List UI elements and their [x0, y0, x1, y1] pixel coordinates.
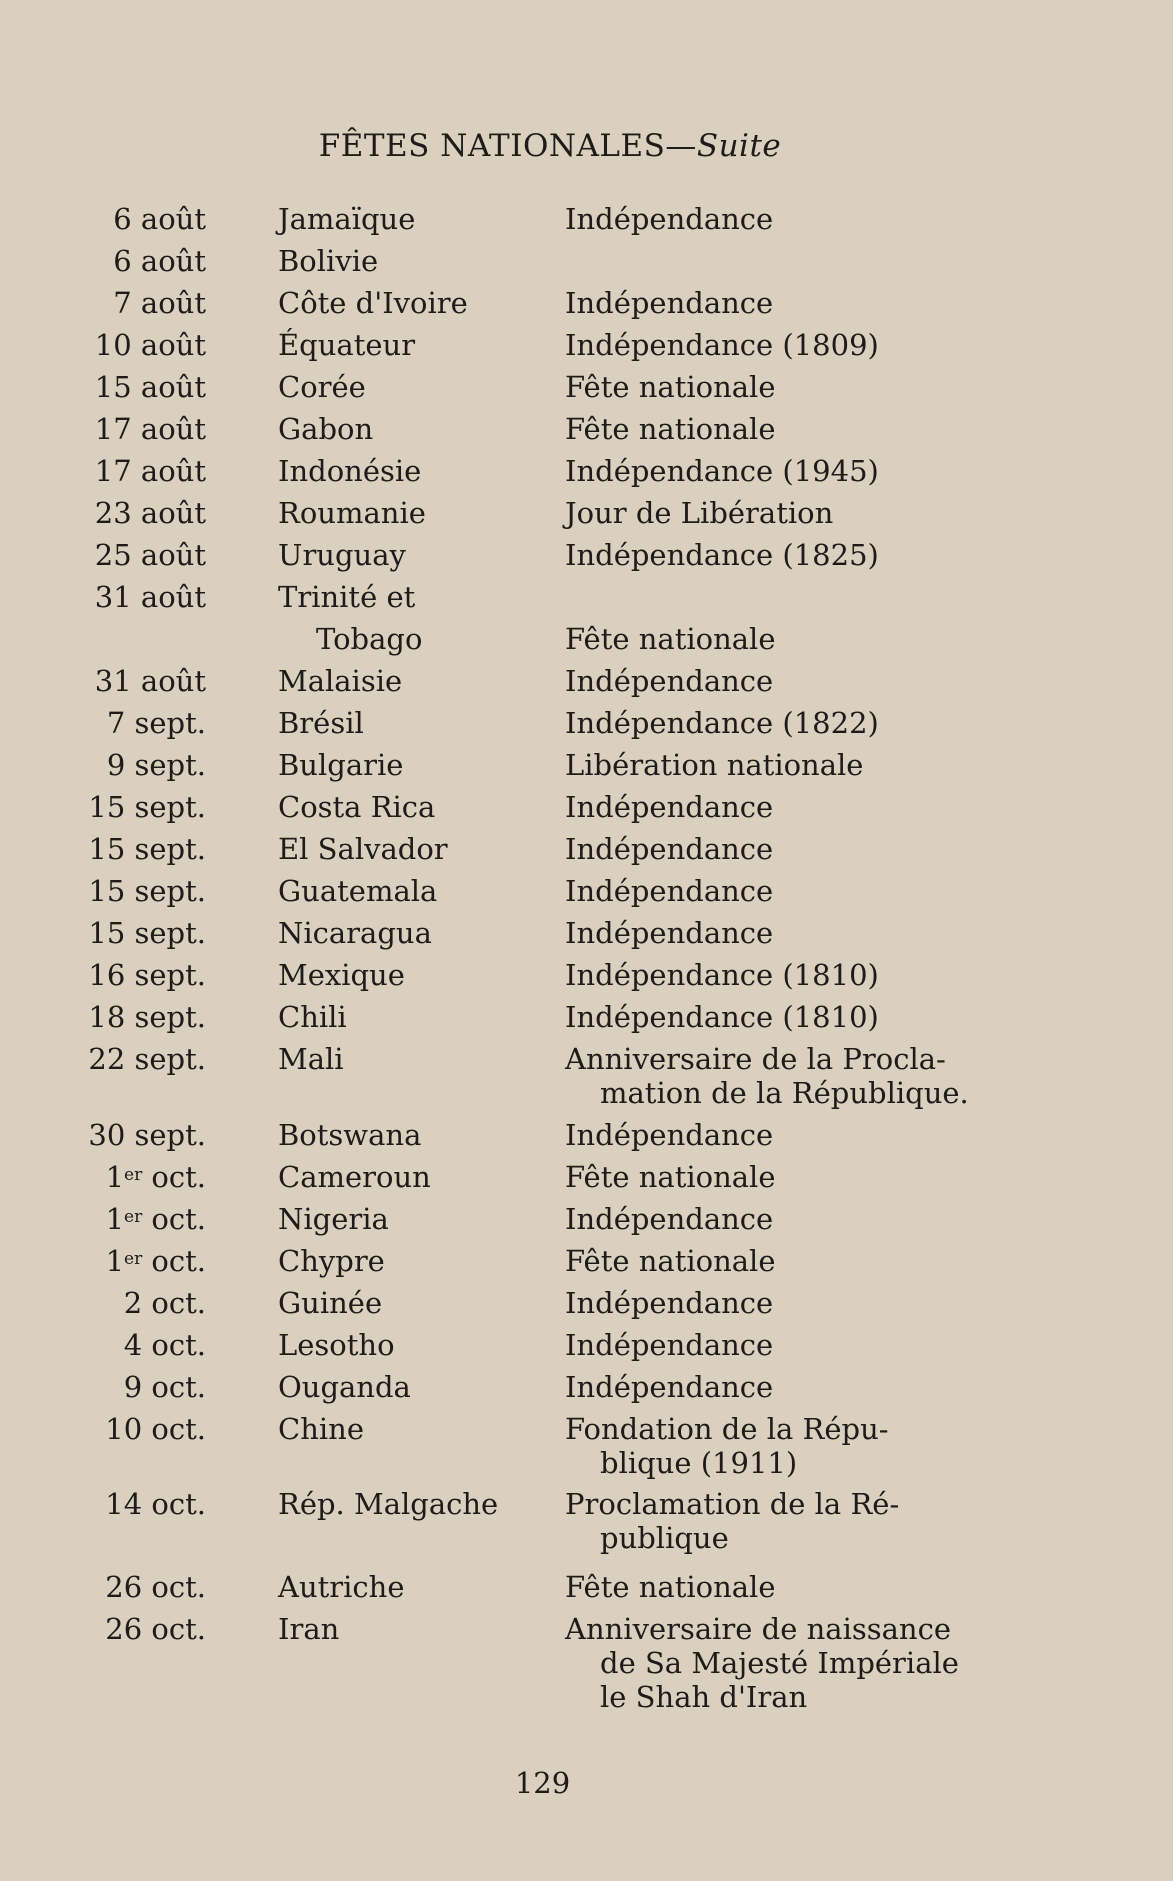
entry-event: Jour de Libération — [565, 496, 834, 530]
entry-date: 14 oct. — [105, 1487, 206, 1521]
entry-country: Bolivie — [278, 244, 379, 278]
entry-date: 1er oct. — [105, 1244, 206, 1278]
entry-country: Équateur — [278, 328, 416, 362]
entry-country: Chypre — [278, 1244, 385, 1278]
entry-event-continuation: de Sa Majesté Impériale — [600, 1646, 959, 1680]
entry-date: 15 sept. — [88, 832, 206, 866]
entry-date: 7 août — [113, 286, 206, 320]
entry-event: Indépendance — [565, 286, 774, 320]
entry-country: Costa Rica — [278, 790, 436, 824]
entry-country: Jamaïque — [278, 202, 416, 236]
entry-date: 22 sept. — [88, 1042, 206, 1076]
entry-event: Indépendance — [565, 664, 774, 698]
entry-date: 1er oct. — [105, 1202, 206, 1236]
entry-date: 6 août — [113, 244, 206, 278]
entry-country-line2: Tobago — [316, 622, 423, 656]
entry-country: Indonésie — [278, 454, 422, 488]
entry-date: 18 sept. — [88, 1000, 206, 1034]
entry-country: Botswana — [278, 1118, 422, 1152]
entry-country: Trinité et — [278, 580, 416, 614]
entry-event: Libération nationale — [565, 748, 864, 782]
entry-country: Lesotho — [278, 1328, 395, 1362]
entry-event: Indépendance — [565, 202, 774, 236]
entry-country: Corée — [278, 370, 366, 404]
entry-date: 17 août — [94, 454, 206, 488]
entry-event: Proclamation de la Ré- — [565, 1487, 900, 1521]
entry-date: 10 oct. — [105, 1412, 206, 1446]
entry-date: 15 sept. — [88, 916, 206, 950]
entry-event-continuation: le Shah d'Iran — [600, 1680, 808, 1714]
entry-event: Fête nationale — [565, 370, 776, 404]
entry-country: Cameroun — [278, 1160, 431, 1194]
entry-event: Indépendance — [565, 1202, 774, 1236]
entry-event: Fête nationale — [565, 1160, 776, 1194]
entry-date: 31 août — [94, 664, 206, 698]
entry-country: Guatemala — [278, 874, 438, 908]
entry-event: Fête nationale — [565, 622, 776, 656]
entry-country: Brésil — [278, 706, 364, 740]
entry-country: Uruguay — [278, 538, 406, 572]
entry-date: 31 août — [94, 580, 206, 614]
entry-event: Indépendance (1809) — [565, 328, 879, 362]
entry-event: Indépendance (1822) — [565, 706, 879, 740]
entry-event-continuation: publique — [600, 1521, 729, 1555]
entry-country: Gabon — [278, 412, 374, 446]
entry-date: 1er oct. — [105, 1160, 206, 1194]
entry-date: 30 sept. — [88, 1118, 206, 1152]
entry-date: 17 août — [94, 412, 206, 446]
entry-date: 7 sept. — [106, 706, 206, 740]
entry-country: Roumanie — [278, 496, 426, 530]
entry-date: 26 oct. — [105, 1612, 206, 1646]
entry-country: Malaisie — [278, 664, 403, 698]
entry-event: Indépendance — [565, 832, 774, 866]
entry-country: Mali — [278, 1042, 344, 1076]
entry-event: Indépendance (1945) — [565, 454, 879, 488]
entry-date: 2 oct. — [123, 1286, 206, 1320]
entry-country: Nigeria — [278, 1202, 389, 1236]
page-title — [0, 128, 1100, 164]
entry-date: 15 sept. — [88, 874, 206, 908]
entry-country: Ouganda — [278, 1370, 411, 1404]
entry-date: 6 août — [113, 202, 206, 236]
entry-date: 15 sept. — [88, 790, 206, 824]
entry-country: El Salvador — [278, 832, 448, 866]
entry-event: Indépendance — [565, 1118, 774, 1152]
entry-country: Bulgarie — [278, 748, 404, 782]
entry-event: Indépendance (1825) — [565, 538, 879, 572]
entry-event: Indépendance — [565, 1286, 774, 1320]
page-number: 129 — [514, 1766, 571, 1800]
entry-country: Iran — [278, 1612, 340, 1646]
entry-event: Fondation de la Répu- — [565, 1412, 889, 1446]
entry-date: 25 août — [94, 538, 206, 572]
entry-date: 15 août — [94, 370, 206, 404]
entry-country: Nicaragua — [278, 916, 432, 950]
title-main: FÊTES NATIONALES — [318, 128, 666, 164]
entry-date: 9 sept. — [106, 748, 206, 782]
entry-country: Mexique — [278, 958, 405, 992]
entry-country: Guinée — [278, 1286, 383, 1320]
entry-date: 23 août — [94, 496, 206, 530]
entry-country: Côte d'Ivoire — [278, 286, 468, 320]
entry-date: 4 oct. — [123, 1328, 206, 1362]
entry-event: Indépendance — [565, 874, 774, 908]
entry-event: Indépendance (1810) — [565, 1000, 879, 1034]
entry-event: Anniversaire de naissance — [565, 1612, 951, 1646]
entry-date: 9 oct. — [123, 1370, 206, 1404]
entry-event-continuation: mation de la République. — [600, 1076, 969, 1110]
entry-event: Fête nationale — [565, 1244, 776, 1278]
entry-event: Indépendance — [565, 916, 774, 950]
entry-event: Fête nationale — [565, 412, 776, 446]
entry-date: 10 août — [94, 328, 206, 362]
entry-event: Anniversaire de la Procla- — [565, 1042, 946, 1076]
entry-event: Indépendance — [565, 790, 774, 824]
entry-event: Indépendance (1810) — [565, 958, 879, 992]
entry-event: Indépendance — [565, 1328, 774, 1362]
entry-country: Chili — [278, 1000, 347, 1034]
entry-event: Indépendance — [565, 1370, 774, 1404]
entry-country: Autriche — [278, 1570, 405, 1604]
entry-country: Chine — [278, 1412, 364, 1446]
title-suffix: —Suite — [665, 128, 782, 164]
entry-event-continuation: blique (1911) — [600, 1446, 798, 1480]
entry-event: Fête nationale — [565, 1570, 776, 1604]
entry-date: 26 oct. — [105, 1570, 206, 1604]
entry-country: Rép. Malgache — [278, 1487, 499, 1521]
entry-date: 16 sept. — [88, 958, 206, 992]
